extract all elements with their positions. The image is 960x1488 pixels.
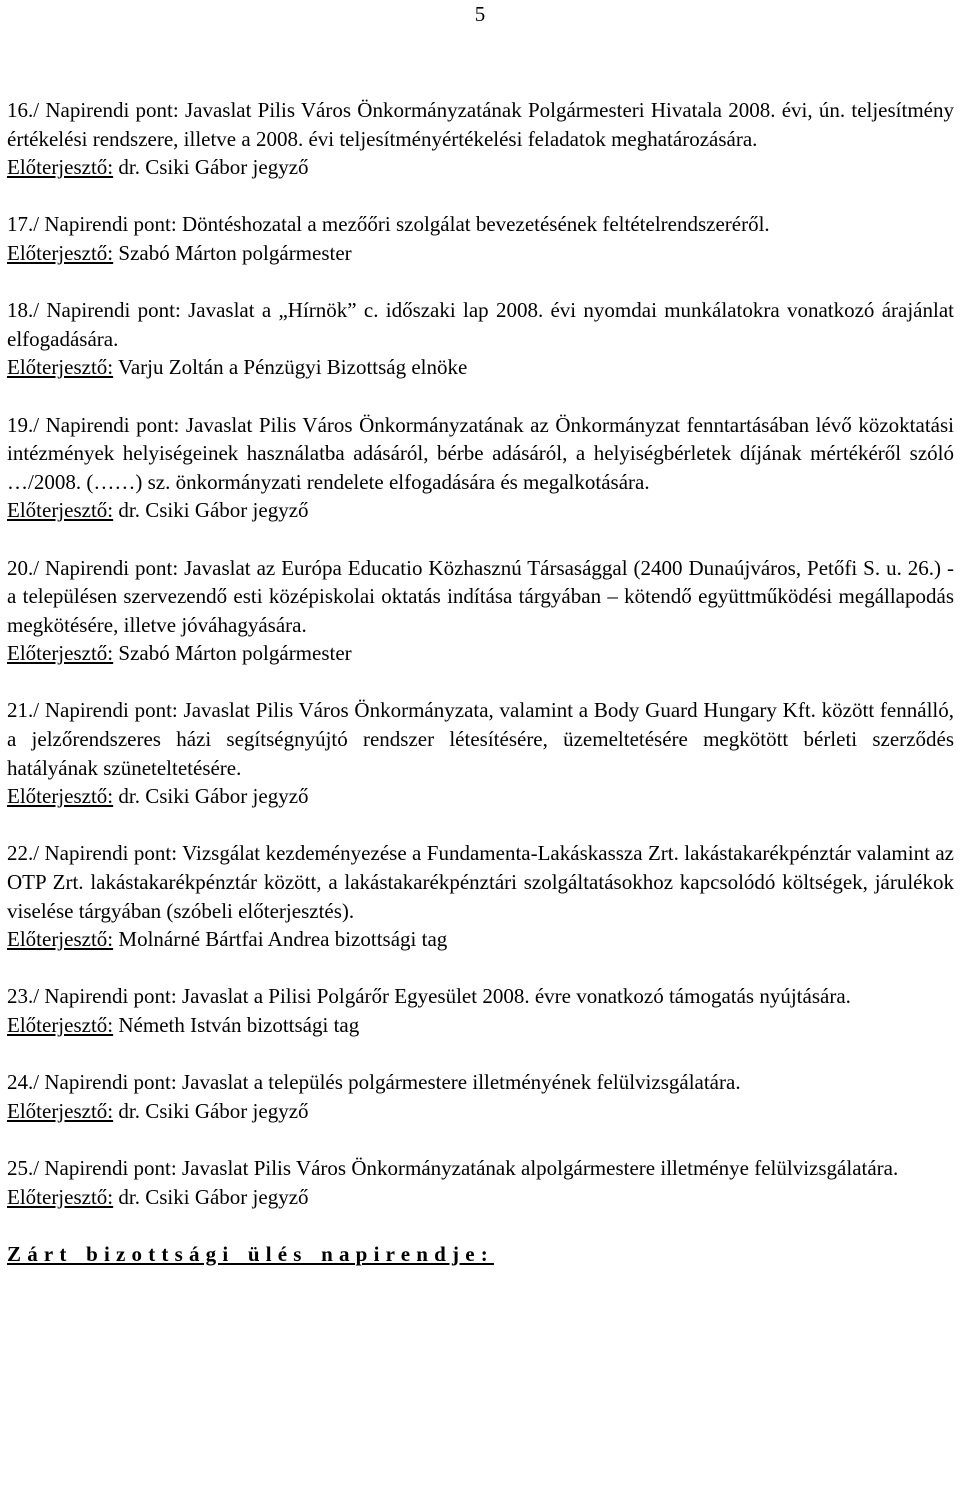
presenter-label: Előterjesztő: (7, 1098, 114, 1123)
agenda-item-text: 25./ Napirendi pont: Javaslat Pilis Város Önkormányzatának alpolgármestere illetménye felülvizsgálatára. (7, 1155, 899, 1180)
page-number: 5 (474, 2, 486, 26)
agenda-item-21 (7, 696, 954, 810)
presenter-name: Szabó Márton polgármester (113, 240, 352, 265)
agenda-item-17 (7, 210, 954, 267)
agenda-item-24 (7, 1068, 954, 1125)
presenter-label: Előterjesztő: (7, 1013, 114, 1037)
presenter-label: Előterjesztő: (7, 155, 114, 180)
agenda-item-text: 17./ Napirendi pont: Döntéshozatal a mezőőri szolgálat bevezetésének feltételrendszeréről. (7, 212, 770, 237)
agenda-item-text: 16./ Napirendi pont: Javaslat Pilis Város Önkormányzatának Polgármesteri Hivatala 2008. évi, ún. teljesítmény értékelési rendszere, illetve a 2008. évi teljesítményértékelési feladatok meghatározására. (7, 98, 954, 151)
presenter-name: Szabó Márton polgármester (113, 641, 352, 666)
presenter-line (7, 353, 954, 382)
agenda-item-18 (7, 296, 954, 382)
presenter-line (7, 782, 954, 811)
agenda-item-text: 19./ Napirendi pont: Javaslat Pilis Város Önkormányzatának az Önkormányzat fenntartásában lévő közoktatási intézmények helyiségeinek használatba adásáról, bérbe adásáról, a helyiségbérletek díjának mértékéről szóló …/2008. (……) sz. önkormányzati rendelete elfogadására és megalkotására. (7, 412, 954, 494)
agenda-list (7, 96, 954, 1268)
presenter-name: dr. Csiki Gábor jegyző (113, 1184, 309, 1209)
agenda-item-23 (7, 982, 954, 1039)
presenter-label: Előterjesztő: (7, 641, 114, 666)
presenter-label: Előterjesztő: (7, 355, 114, 380)
presenter-label: Előterjesztő: (7, 240, 114, 265)
presenter-line (7, 1183, 954, 1212)
agenda-item-text: 20./ Napirendi pont: Javaslat az Európa Educatio Közhasznú Társasággal (2400 Dunaújváros, Petőfi S. u. 26.) - a településen szervezendő esti középiskolai oktatás indítása tárgyában – kötendő együttműködési megállapodás megkötésére, illetve jóváhagyására. (7, 555, 954, 637)
presenter-name: dr. Csiki Gábor jegyző (113, 498, 309, 523)
presenter-name: dr. Csiki Gábor jegyző (113, 155, 309, 180)
agenda-item-text: 18./ Napirendi pont: Javaslat a „Hírnök” c. időszaki lap 2008. évi nyomdai munkálatokra vonatkozó árajánlat elfogadására. (7, 298, 954, 351)
presenter-name: dr. Csiki Gábor jegyző (113, 1098, 309, 1123)
agenda-item-text: 23./ Napirendi pont: Javaslat a Pilisi Polgárőr Egyesület 2008. évre vonatkozó támogatás nyújtására. (7, 984, 851, 1009)
presenter-line (7, 239, 954, 268)
presenter-name: Molnárné Bártfai Andrea bizottsági tag (113, 927, 448, 952)
presenter-line (7, 1097, 954, 1126)
presenter-name: Varju Zoltán a Pénzügyi Bizottság elnöke (113, 355, 468, 380)
closed-session-title: Zárt bizottsági ülés napirendje: (7, 1241, 494, 1266)
agenda-item-text: 22./ Napirendi pont: Vizsgálat kezdeményezése a Fundamenta-Lakáskassza Zrt. lakástakarékpénztár valamint az OTP Zrt. lakástakarékpénztár között, a lakástakarékpénztári szolgáltatásokhoz kapcsolódó költségek, járulékok viselése tárgyában (szóbeli előterjesztés). (7, 841, 954, 923)
presenter-label: Előterjesztő: (7, 927, 114, 952)
agenda-item-text: 24./ Napirendi pont: Javaslat a település polgármestere illetményének felülvizsgálatára. (7, 1070, 741, 1095)
presenter-label: Előterjesztő: (7, 784, 114, 809)
presenter-label: Előterjesztő: (7, 498, 114, 523)
agenda-item-25 (7, 1154, 954, 1211)
agenda-item-19 (7, 411, 954, 525)
presenter-line (7, 153, 954, 182)
agenda-item-22 (7, 839, 954, 953)
presenter-label: Előterjesztő: (7, 1184, 114, 1209)
presenter-line (7, 925, 954, 954)
presenter-name: dr. Csiki Gábor jegyző (113, 784, 309, 809)
agenda-item-20 (7, 554, 954, 668)
presenter-line (7, 1011, 954, 1040)
presenter-name: Németh István bizottsági tag (113, 1013, 360, 1037)
agenda-item-text: 21./ Napirendi pont: Javaslat Pilis Város Önkormányzata, valamint a Body Guard Hungary Kft. között fennálló, a jelzőrendszeres házi segítségnyújtó rendszer létesítésére, üzemeltetésére megkötött bérleti szerződés hatályának szüneteltetésére. (7, 698, 954, 780)
presenter-line (7, 496, 954, 525)
presenter-line (7, 639, 954, 668)
agenda-item-16 (7, 96, 954, 182)
